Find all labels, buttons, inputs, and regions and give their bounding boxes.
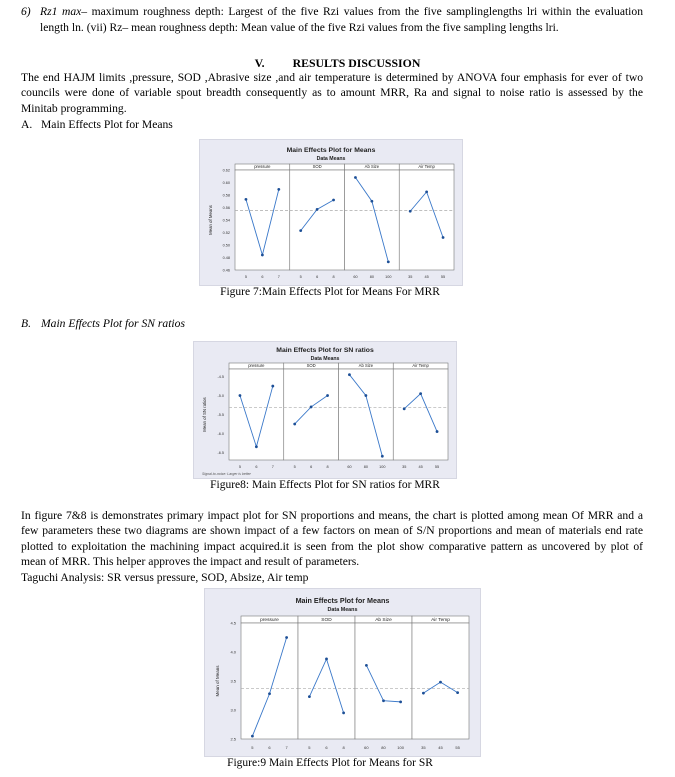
- x-tick-label: 7: [277, 275, 280, 279]
- y-tick-label: 0.58: [222, 193, 230, 198]
- x-tick-label: 100: [379, 465, 386, 469]
- chart-note: Signal-to-noise: Larger is better: [202, 472, 251, 476]
- subsection-a-title: Main Effects Plot for Means: [41, 118, 173, 131]
- x-tick-label: 55: [440, 275, 446, 279]
- term: Rz1 max: [40, 5, 82, 18]
- panel-name: Air Temp: [418, 164, 435, 170]
- x-tick-label: 5: [251, 745, 254, 750]
- y-axis-label: Mean of Means: [208, 205, 213, 235]
- x-tick-label: 80: [369, 275, 374, 279]
- x-tick-label: 55: [434, 465, 440, 469]
- data-point: [419, 392, 422, 395]
- data-point: [261, 254, 264, 257]
- data-point: [425, 190, 428, 193]
- y-tick-label: 2.5: [230, 736, 236, 742]
- x-tick-label: 8: [332, 275, 335, 279]
- panel-name: SOD: [321, 618, 332, 624]
- para2-line3: plotted to exploitation the machining impact acquired.it is seen from the plot show comparative pattern as uncovered by plot of: [21, 539, 643, 553]
- y-tick-label: 0.56: [222, 206, 230, 210]
- y-axis-label: Mean of SN ratios: [202, 397, 207, 432]
- data-point: [255, 445, 258, 448]
- panel-plot-area: [284, 369, 339, 460]
- x-tick-label: 6: [325, 745, 328, 750]
- data-point: [310, 406, 313, 409]
- x-tick-label: 45: [438, 745, 443, 750]
- y-tick-label: 0.46: [222, 268, 230, 273]
- para1-line2: councils were done of variable spout breadth consequently as to amount MRR, Ra and signal to noise ratio is assessed by the: [21, 86, 643, 100]
- data-point: [382, 699, 385, 702]
- figure-7-caption: Figure 7:Main Effects Plot for Means For MRR: [220, 286, 440, 298]
- panel-name: Air Temp: [431, 618, 450, 624]
- para2-line1: In figure 7&8 is demonstrates primary impact plot for SN proportions and means, the chart is plotted among mean Of MRR and a: [21, 509, 643, 522]
- x-tick-label: 100: [397, 745, 404, 750]
- x-tick-label: 80: [381, 745, 386, 750]
- figure-8-chart: [194, 342, 456, 478]
- y-tick-label: 0.54: [222, 218, 230, 223]
- y-tick-label: 0.60: [222, 181, 230, 185]
- definition-item: [21, 4, 643, 35]
- para1-line1: The end HAJM limits ,pressure, SOD ,Abrasive size ,and air temperature is determined by ANOVA four emphasis for ever of two: [21, 71, 643, 84]
- x-tick-label: 5: [308, 745, 311, 750]
- results-paragraph: [21, 70, 643, 116]
- x-tick-label: 35: [402, 465, 407, 469]
- x-tick-label: 6: [268, 745, 271, 750]
- figure-9-caption: Figure:9 Main Effects Plot for Means for SR: [227, 757, 433, 769]
- y-tick-label: -5.0: [217, 394, 224, 399]
- para1-line3: Minitab programming.: [21, 101, 127, 115]
- y-tick-label: -5.5: [217, 413, 224, 417]
- y-tick-label: 0.50: [222, 243, 230, 248]
- panel-name: SOD: [306, 363, 316, 369]
- data-point: [456, 691, 459, 694]
- x-tick-label: 45: [418, 465, 423, 469]
- data-point: [251, 735, 254, 738]
- data-point: [365, 664, 368, 667]
- data-point: [364, 394, 367, 397]
- data-point: [387, 260, 390, 263]
- chart-subtitle: Data Means: [316, 156, 346, 162]
- panel-plot-area: [339, 369, 394, 460]
- x-tick-label: 35: [421, 745, 426, 750]
- y-axis-label: Mean of Means: [215, 665, 220, 697]
- data-point: [354, 176, 357, 179]
- x-tick-label: 5: [244, 275, 248, 279]
- data-point: [316, 208, 319, 211]
- data-point: [325, 658, 328, 661]
- chart-title: Main Effects Plot for Means: [286, 147, 376, 154]
- data-point: [409, 210, 412, 213]
- data-point: [326, 394, 329, 397]
- figure-8-caption: Figure8: Main Effects Plot for SN ratios for MRR: [210, 479, 440, 491]
- y-tick-label: -4.5: [217, 375, 224, 380]
- data-point: [293, 423, 296, 426]
- figure-8: [193, 341, 457, 479]
- x-tick-label: 6: [261, 275, 264, 279]
- panel-plot-area: [241, 623, 298, 739]
- x-tick-label: 8: [342, 745, 345, 750]
- x-tick-label: 5: [299, 275, 302, 279]
- x-tick-label: 100: [385, 275, 392, 279]
- panel-name: Air Temp: [412, 363, 429, 369]
- subsection-a: [21, 118, 173, 131]
- y-tick-label: 4.5: [230, 620, 236, 626]
- para2-line2: few parameters these two diagrams are shown impact of a few factors on mean of S/N proportions and mean of materials end rate: [21, 524, 643, 538]
- x-tick-label: 60: [347, 465, 352, 469]
- y-tick-label: -6.0: [217, 431, 224, 436]
- data-point: [332, 199, 335, 202]
- data-point: [348, 373, 351, 376]
- data-point: [268, 692, 271, 695]
- subsection-b: [21, 317, 185, 330]
- panel-plot-area: [393, 369, 448, 460]
- data-point: [245, 198, 248, 201]
- data-point: [381, 455, 384, 458]
- data-point: [422, 692, 425, 695]
- data-point: [370, 200, 373, 203]
- data-point: [342, 712, 345, 715]
- x-tick-label: 5: [238, 465, 242, 469]
- panel-plot-area: [399, 170, 454, 270]
- panel-name: pressure: [260, 618, 279, 624]
- para2-line5: Taguchi Analysis: SR versus pressure, SOD, Absize, Air temp: [21, 570, 309, 584]
- section-number: V.: [254, 56, 265, 70]
- x-tick-label: 6: [255, 465, 258, 469]
- item-number: 6): [21, 5, 31, 18]
- panel-plot-area: [345, 170, 400, 270]
- data-point: [403, 407, 406, 410]
- panel-name: SOD: [312, 164, 322, 170]
- figure-7: [199, 139, 463, 286]
- data-point: [399, 700, 402, 703]
- panel-name: pressure: [254, 164, 271, 170]
- panel-plot-area: [298, 623, 355, 739]
- definition-line-2: length ln. (vii) Rz– mean roughness depth: Mean value of the five Rzi values from the five sampling lengths lri.: [40, 20, 559, 34]
- x-tick-label: 80: [363, 465, 368, 469]
- data-point: [277, 188, 280, 191]
- x-tick-label: 55: [455, 745, 460, 750]
- y-tick-label: 0.48: [222, 256, 230, 260]
- definition-text: – maximum roughness depth: Largest of the five Rzi values from the five samplinglengths lri within the evaluation: [81, 5, 643, 18]
- subsection-b-title: Main Effects Plot for SN ratios: [41, 317, 185, 330]
- data-point: [439, 681, 442, 684]
- figure-9-chart: [205, 589, 480, 756]
- panel-name: Ab Size: [375, 618, 392, 624]
- data-point: [271, 385, 274, 388]
- subsection-a-letter: A.: [21, 118, 33, 131]
- panel-plot-area: [290, 170, 345, 270]
- chart-subtitle: Data Means: [327, 607, 358, 613]
- section-heading: [0, 56, 675, 71]
- y-tick-label: 4.0: [230, 649, 236, 655]
- x-tick-label: 60: [353, 275, 358, 279]
- subsection-b-letter: B.: [21, 317, 31, 330]
- x-tick-label: 5: [293, 465, 296, 469]
- y-tick-label: -6.5: [217, 450, 224, 455]
- x-tick-label: 7: [271, 465, 274, 469]
- figure-7-chart: [200, 140, 462, 285]
- x-tick-label: 6: [316, 275, 319, 279]
- chart-title: Main Effects Plot for SN ratios: [276, 347, 374, 354]
- x-tick-label: 45: [424, 275, 429, 279]
- data-point: [239, 394, 242, 397]
- y-tick-label: 3.0: [230, 707, 236, 713]
- x-tick-label: 60: [364, 745, 369, 750]
- panel-name: Ab Size: [358, 363, 374, 369]
- data-point: [442, 236, 445, 239]
- y-tick-label: 0.62: [222, 168, 230, 173]
- data-point: [308, 695, 311, 698]
- x-tick-label: 35: [408, 275, 413, 279]
- para2-line4: mean of MRR. This helper approves the impact and result of parameters.: [21, 555, 360, 569]
- chart-subtitle: Data Means: [310, 356, 340, 362]
- panel-plot-area: [355, 623, 412, 739]
- figure-9: [204, 588, 481, 757]
- data-point: [285, 636, 288, 639]
- data-point: [299, 229, 302, 232]
- y-tick-label: 3.5: [230, 678, 236, 684]
- chart-title: Main Effects Plot for Means: [295, 596, 390, 605]
- x-tick-label: 6: [310, 465, 313, 469]
- panel-name: Ab Size: [364, 164, 380, 170]
- discussion-paragraph: [21, 508, 643, 585]
- x-tick-label: 8: [326, 465, 329, 469]
- panel-name: pressure: [248, 363, 265, 369]
- y-tick-label: 0.52: [222, 231, 230, 235]
- x-tick-label: 7: [285, 745, 288, 750]
- data-point: [436, 430, 439, 433]
- section-title: RESULTS DISCUSSION: [292, 56, 421, 70]
